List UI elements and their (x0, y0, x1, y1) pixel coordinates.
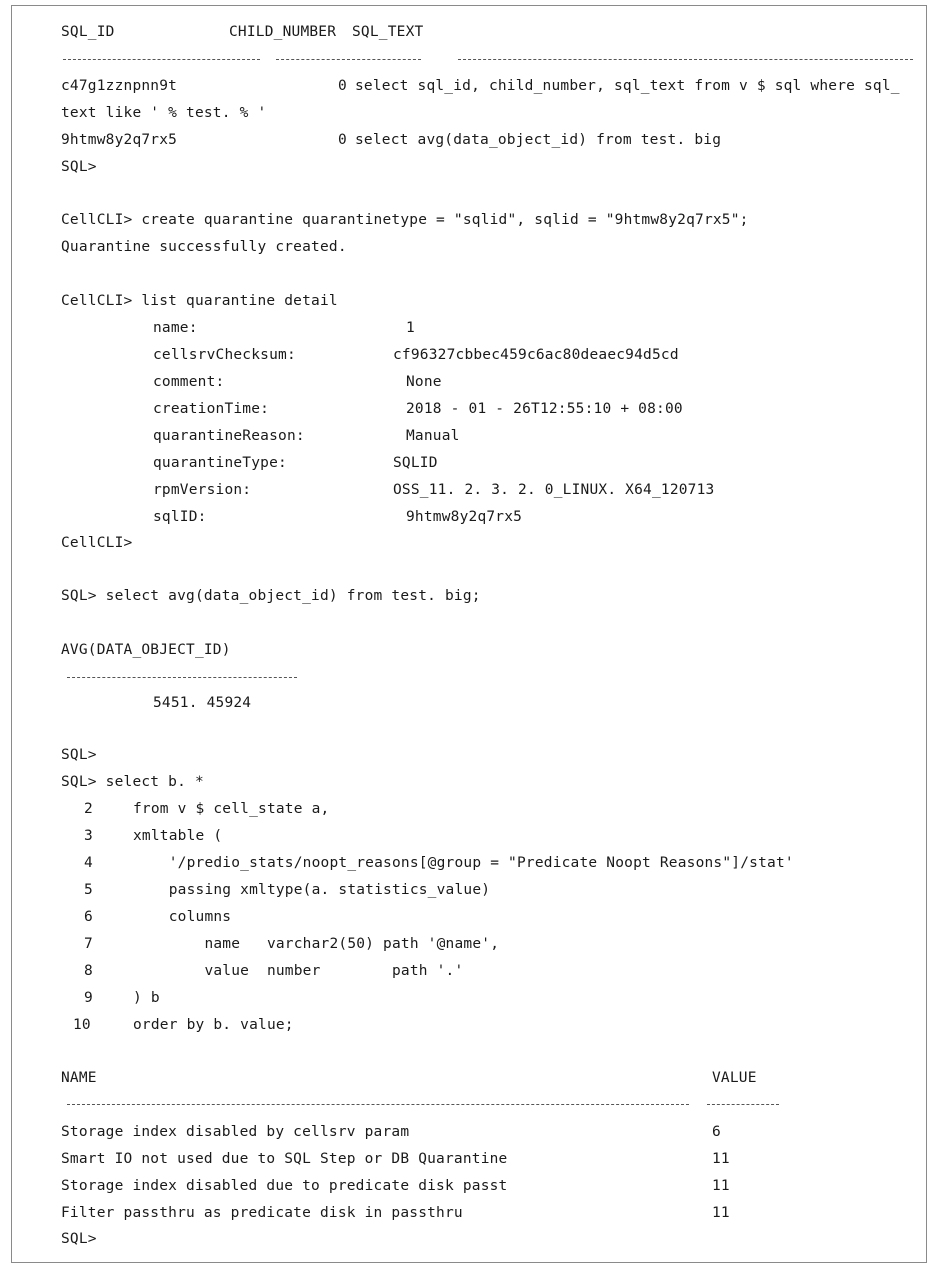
result-row-value: 11 (712, 1178, 730, 1194)
code-line: from v $ cell_state a, (133, 801, 330, 817)
code-line: passing xmltype(a. statistics_value) (133, 882, 491, 898)
attr-type-label: quarantineType: (153, 455, 287, 471)
row2-child: 0 (338, 132, 347, 148)
line-number: 10 (73, 1017, 91, 1033)
cellcli-create-result: Quarantine successfully created. (61, 239, 347, 255)
attr-checksum-value: cf96327cbbec459c6ac80deaec94d5cd (393, 347, 679, 363)
col-header-sql-id: SQL_ID (61, 24, 115, 40)
result-row-value: 6 (712, 1124, 721, 1140)
result-row-name: Smart IO not used due to SQL Step or DB Quarantine (61, 1151, 508, 1167)
row1-child: 0 (338, 78, 347, 94)
cellcli-list-command: CellCLI> list quarantine detail (61, 293, 338, 309)
code-line: xmltable ( (133, 828, 223, 844)
line-number: 5 (84, 882, 93, 898)
code-line: '/predio_stats/noopt_reasons[@group = "Predicate Noopt Reasons"]/stat' (133, 855, 794, 871)
result-row-name: Storage index disabled due to predicate disk passt (61, 1178, 508, 1194)
sql-prompt-1: SQL> (61, 159, 97, 175)
line-number: 2 (84, 801, 93, 817)
attr-sqlid-value: 9htmw8y2q7rx5 (406, 509, 523, 525)
attr-creation-value: 2018 - 01 - 26T12:55:10 + 08:00 (406, 401, 683, 417)
attr-sqlid-label: sqlID: (153, 509, 207, 525)
row2-text: select avg(data_object_id) from test. big (355, 132, 722, 148)
row2-sql-id: 9htmw8y2q7rx5 (61, 132, 178, 148)
header-underline-sql-text (458, 59, 913, 60)
line-number: 9 (84, 990, 93, 1006)
result-row-name: Filter passthru as predicate disk in passthru (61, 1205, 463, 1221)
attr-reason-label: quarantineReason: (153, 428, 305, 444)
query2-command: SQL> select avg(data_object_id) from test. big; (61, 588, 481, 604)
results-value-underline (707, 1104, 779, 1105)
attr-comment-label: comment: (153, 374, 225, 390)
attr-creation-label: creationTime: (153, 401, 270, 417)
code-line: columns (133, 909, 232, 925)
results-header-name: NAME (61, 1070, 97, 1086)
line-number: 3 (84, 828, 93, 844)
query2-header-underline (67, 677, 297, 678)
sql-prompt-final: SQL> (61, 1231, 97, 1247)
query2-column-header: AVG(DATA_OBJECT_ID) (61, 642, 231, 658)
document-frame (11, 5, 927, 1263)
line-number: 6 (84, 909, 93, 925)
code-line: value number path '.' (133, 963, 464, 979)
row1-text: select sql_id, child_number, sql_text from v $ sql where sql_ (355, 78, 900, 94)
header-underline-child-number (276, 59, 421, 60)
col-header-sql-text: SQL_TEXT (352, 24, 424, 40)
attr-name-label: name: (153, 320, 198, 336)
sql-prompt-2: SQL> (61, 747, 97, 763)
query3-first-line: SQL> select b. * (61, 774, 204, 790)
attr-name-value: 1 (406, 320, 415, 336)
result-row-value: 11 (712, 1205, 730, 1221)
cellcli-create-command: CellCLI> create quarantine quarantinetype = "sqlid", sqlid = "9htmw8y2q7rx5"; (61, 212, 749, 228)
line-number: 7 (84, 936, 93, 952)
code-line: ) b (133, 990, 160, 1006)
line-number: 8 (84, 963, 93, 979)
attr-reason-value: Manual (406, 428, 460, 444)
line-number: 4 (84, 855, 93, 871)
result-row-value: 11 (712, 1151, 730, 1167)
results-header-value: VALUE (712, 1070, 757, 1086)
attr-rpm-label: rpmVersion: (153, 482, 252, 498)
attr-type-value: SQLID (393, 455, 438, 471)
row1-sql-id: c47g1zznpnn9t (61, 78, 178, 94)
attr-rpm-value: OSS_11. 2. 3. 2. 0_LINUX. X64_120713 (393, 482, 715, 498)
row1-text-cont: text like ' % test. % ' (61, 105, 267, 121)
code-line: order by b. value; (133, 1017, 294, 1033)
results-name-underline (67, 1104, 689, 1105)
result-row-name: Storage index disabled by cellsrv param (61, 1124, 410, 1140)
code-line: name varchar2(50) path '@name', (133, 936, 500, 952)
col-header-child-number: CHILD_NUMBER (229, 24, 337, 40)
query2-value: 5451. 45924 (153, 695, 252, 711)
header-underline-sql-id (63, 59, 260, 60)
attr-comment-value: None (406, 374, 442, 390)
attr-checksum-label: cellsrvChecksum: (153, 347, 296, 363)
cellcli-prompt: CellCLI> (61, 535, 133, 551)
